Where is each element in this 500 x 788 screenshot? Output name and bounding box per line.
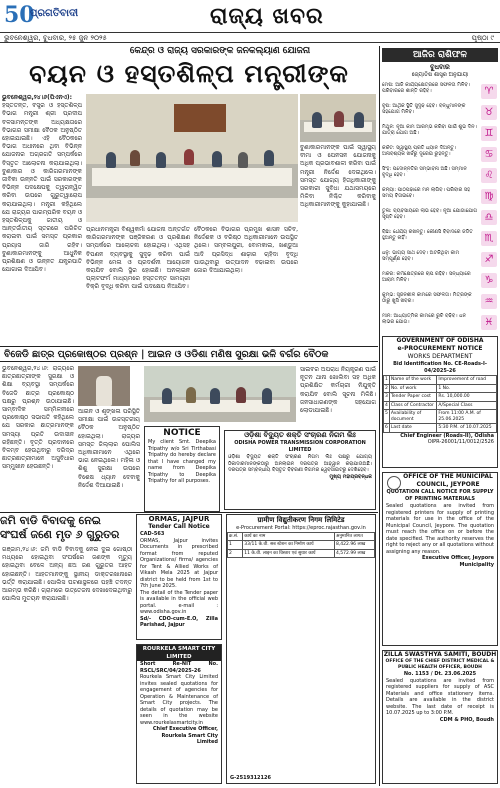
table-cell: No. of work [389,384,437,393]
zodiac-sign-icon: ♏ [481,231,497,246]
horoscope-item [382,292,498,311]
jeypore-notice [382,472,498,646]
zodiac-sign-icon: ♑ [481,273,497,288]
horoscope-day: ବୁଧବାର [430,63,450,71]
table-cell: From 11:00 A.M. of 25.06.2025 [437,410,497,424]
newspaper-logo[interactable] [4,2,102,30]
main-story-col-4 [300,144,376,344]
second-headline: ବିଜେଡି ଛାତ୍ର ପ୍ରକୋଷ୍ଠର ପ୍ରଶ୍ନ | ଆଇନ ଓ ଓଡିଶା ମଣିଷ ସୁରକ୍ଷା ଭଳି ବର୍ଗର ବୈଠକ [0,346,378,362]
table-cell: 8,422.96 लाख [335,541,375,550]
notice-title: NOTICE [163,428,201,438]
section-rule [0,512,378,513]
main-body-1: ହସ୍ତତନ୍ତ, ବସ୍ତ୍ର ଓ ହସ୍ତଶିଳ୍ପ ବିଭାଗ ମନ୍ତ୍ରୀ ଶ୍ରୀ ପ୍ରଦୀପ ବଳସାମନ୍ତଙ୍କ ଅଧ୍ୟକ୍ଷତାରେ ବିଭାଗର ସମୀକ୍ଷା ବୈଠକ ଅନୁଷ୍ଠିତ ହୋଇଯାଇଛି। ଏହି ବୈଠକରେ ବିଭାଗ ଅଧୀନରେ ଥିବା ବିଭିନ୍ନ ଯୋଜନାର ଅଗ୍ରଗତି ସମ୍ପର୍କରେ ବିସ୍ତୃତ ଆଲୋଚନା କରାଯାଇଥିଲା। ବୁଣାକାର ଓ କାରିଗରମାନଙ୍କ ଜୀବିକା ଉନ୍ନତି ପାଇଁ ସରକାରଙ୍କ ବିଭିନ୍ନ ପଦକ୍ଷେପକୁ ତ୍ୱରାନ୍ୱିତ କରିବା ଉପରେ ଗୁରୁତ୍ୱାରୋପ କରାଯାଇଥିଲା। ମନ୍ତ୍ରୀ କହିଥିଲେ ଯେ ରାଜ୍ୟର ପାରମ୍ପରିକ ବୟନ ଓ ହସ୍ତଶିଳ୍ପକୁ ଜାତୀୟ ଓ ଆନ୍ତର୍ଜାତୀୟ ସ୍ତରରେ ପରିଚିତ କରାଇବା ପାଇଁ ସମସ୍ତ ପ୍ରକାର ପ୍ରୟାସ ଜାରି ରହିବ। ବୁଣାକାରମାନଙ୍କୁ ଆଧୁନିକ ପ୍ରଶିକ୍ଷଣ ଓ ଉନ୍ନତ ଯନ୍ତ୍ରପାତି ଯୋଗାଇ ଦିଆଯିବ। [2,102,82,274]
horoscope-item [382,145,498,164]
horoscope-item [382,166,498,185]
horoscope-item [382,229,498,248]
ormas-ref: CAD-563 [140,531,165,537]
table-cell: Rs. 10,000.00 [437,393,497,402]
horoscope-text: ମକର: କର୍ମକ୍ଷେତ୍ରରେ ଚାପ ରହିବ। ସନ୍ଧ୍ୟାରେ ଆରାମ ମିଳିବ। [382,271,471,284]
politician-photo [78,366,130,406]
government-notice [382,336,498,468]
horoscope-item [382,103,498,122]
table-row [384,401,497,410]
table-row [228,541,375,550]
gov-sub: e-PROCUREMENT NOTICE [397,345,483,352]
main-story-col-3 [194,226,298,344]
ormas-sign: Sd/- CDO-cum-E.O, Zilla Parishad, Jajpur [140,615,218,628]
ormas-notice [136,514,222,640]
table-cell: Class of Contractor [389,401,437,410]
table-cell: 1 [385,377,388,382]
hindi-sub: e-Procurement Portal: https://eproc.rajasthan.gov.in [236,525,366,531]
horoscope-text: ସିଂହ: ପଦୋନ୍ନତିର ସମ୍ଭାବନା ଅଛି। ସମ୍ମାନ ବୃଦ୍ଧି ହେବ। [382,166,467,179]
gov-ref: Bid Identification No. CE-Roads-I-04/2025-26 [393,361,487,374]
table-cell: अनुमानित लागत [335,532,375,541]
jeypore-sign: Executive Officer, Jeypore Municipality [422,555,494,568]
table-row [384,424,497,433]
table-cell: A/Special Class [437,401,497,410]
police-meeting-photo [144,366,296,422]
jeypore-sub: QUOTATION CALL NOTICE FOR SUPPLY OF PRINTING MATERIALS [386,489,494,502]
emblem-icon [387,476,401,490]
zilla-body: Sealed quotations are invited from registered suppliers for supply of ASC Materials and office stationery items. Details are available in the district website. The last date of receipt is 10.07.2025 up to 3:00 P.M. [386,677,494,716]
horoscope-text: କୁମ୍ଭ: ସୃଜନଶୀଳ କାମରେ ସଫଳତା। ମିତ୍ରଙ୍କ ଠାରୁ ଖୁସି ଖବର। [382,292,472,305]
ormas-title: ORMAS, JAJPUR [148,515,210,523]
logo-name: ପ୍ରଗତିବାଦୀ [30,8,79,19]
table-cell: 4,572.99 लाख [335,549,375,558]
horoscope-text: ବିଛା: ଧୈର୍ଯ୍ୟ ରଖନ୍ତୁ। କୌଣସି ବିବାଦରେ ଜଡିତ ହୁଅନ୍ତୁ ନାହିଁ। [382,229,473,242]
horoscope-item [382,271,498,290]
zodiac-sign-icon: ♉ [481,105,497,120]
zodiac-sign-icon: ♎ [481,210,497,225]
ormas-detail: The detail of the Tender paper is available in the official web portal. e-mail : www.odisha.gov.in [140,589,218,615]
horoscope-text: ମେଷ: ଆଜି କାର୍ଯ୍ୟକ୍ଷେତ୍ରରେ ସଫଳତା ମିଳିବ। ପରିବାରରେ ଶାନ୍ତି ରହିବ। [382,82,471,95]
hindi-tender-notice [226,514,376,784]
zilla-ref: No. 1153 / Dt. 23.06.2025 [403,671,477,677]
table-row [384,384,497,393]
horoscope-item [382,187,498,206]
second-body-1: ଭୁବନେଶ୍ୱର,୨୪।୬: ରାଜ୍ୟରେ ଛାତ୍ରଛାତ୍ରୀଙ୍କ ସୁରକ୍ଷା ଓ ଶିକ୍ଷା ବ୍ୟବସ୍ଥା ସମ୍ପର୍କରେ ବିଜେଡି ଛାତ୍ର ପ୍ରକୋଷ୍ଠ ପକ୍ଷରୁ ପ୍ରଶ୍ନ ଉଠାଯାଇଛି। ସାମ୍ବାଦିକ ସମ୍ମିଳନୀରେ ପ୍ରକୋଷ୍ଠ ସଭାପତି କହିଥିଲେ ଯେ ସରକାର ଛାତ୍ରମାନଙ୍କ ସମସ୍ୟା ପ୍ରତି ଉଦାସୀନ ରହିଛନ୍ତି। ବୃତ୍ତି ପ୍ରଦାନରେ ବିଳମ୍ବ ହେଉଥିବାରୁ ଦରିଦ୍ର ଛାତ୍ରଛାତ୍ରୀମାନେ ଅସୁବିଧାର ସମ୍ମୁଖୀନ ହେଉଛନ୍ତି। [2,365,74,471]
horoscope-title: ଆଜିର ରାଶିଫଳ [382,48,498,62]
masthead [0,0,500,44]
table-cell: Name of the work [389,376,437,385]
optcl-notice [224,430,376,510]
gov-sub2: WORKS DEPARTMENT [407,353,473,360]
rourkela-sign: Chief Executive Officer, Rourkela Smart City Limited [152,726,218,745]
zodiac-sign-icon: ♐ [481,252,497,267]
table-cell: 6 [385,425,388,430]
second-body-3: ସାଇବର ଅପରାଧ ନିୟନ୍ତ୍ରଣ ପାଇଁ ନୂତନ ଥାନା ଖୋଲିବା ସହ ଅଧିକ ପ୍ରଶିକ୍ଷିତ କର୍ମଚାରୀ ନିଯୁକ୍ତି କରାଯିବ ବୋଲି ସୂଚନା ମିଳିଛି। ଜନସାଧାରଣଙ୍କ ସହଯୋଗ ଲୋଡାଯାଇଛି। [300,366,376,415]
jeypore-title: OFFICE OF THE MUNICIPAL COUNCIL, JEYPORE [403,473,493,488]
rourkela-ref: Short Re-NIT No. RSCL/SRC/04/2025-26 [140,661,218,674]
zodiac-sign-icon: ♋ [481,147,497,162]
table-cell: 3 [385,394,388,399]
optcl-sign: ମୁଖ୍ୟ ମହାପ୍ରବନ୍ଧକ [329,473,372,480]
ormas-sub: Tender Call Notice [148,523,210,530]
zodiac-sign-icon: ♊ [481,126,497,141]
table-cell: 5:30 P.M. of 10.07.2025 [437,424,497,433]
third-headline: ଜମି ବାଡି ବିବାଦକୁ ନେଇ ସଂଘର୍ଷ ଜଣେ ମୃତ ୬ ଗୁରୁତର [0,514,120,541]
horoscope-text: ମୀନ: ଆଧ୍ୟାତ୍ମିକ କାମରେ ରୁଚି ବଢିବ। ଧନ ଲାଭର ଯୋଗ। [382,313,466,326]
table-cell: Tender Paper cost [389,393,437,402]
main-kicker: କେନ୍ଦ୍ର ଓ ରାଜ୍ୟ ସରକାରଙ୍କ ଜନକଲ୍ୟାଣ ଯୋଜନା [129,46,311,56]
notice-body: My client Smt. Deepika Tripathy w/o Sri Tirthabasi Tripathy do hereby declare that I have changed my name from Deepika Tripathy to Deepika Tripathy for all purposes. [148,439,216,484]
zodiac-sign-icon: ♒ [481,294,497,309]
second-story-col-2 [78,408,140,488]
horoscope-text: କର୍କଟ: ସ୍ୱାସ୍ଥ୍ୟ ପ୍ରତି ଧ୍ୟାନ ଦିଅନ୍ତୁ। ଅନାବଶ୍ୟକ ଖର୍ଚ୍ଚରୁ ଦୂରେଇ ରୁହନ୍ତୁ। [382,145,457,158]
gov-title: GOVERNMENT OF ODISHA [396,337,484,344]
table-row [384,393,497,402]
main-body-4: ବୁଣାକାରମାନଙ୍କ ପାଇଁ ସ୍ୱାସ୍ଥ୍ୟ ବୀମା ଓ ପେନସନ ଯୋଜନାକୁ ଅଧିକ ପ୍ରଭାବଶାଳୀ କରିବା ପାଇଁ ମନ୍ତ୍ରୀ ନିର୍ଦ୍ଦେଶ ଦେଇଥିଲେ। ସମସ୍ତ ଯୋଗ୍ୟ ହିତାଧିକାରୀଙ୍କୁ ସରକାରୀ ସୁବିଧା ଯଥାସମୟରେ ମିଳିବା ନିଶ୍ଚିତ କରିବାକୁ ଅଧିକାରୀମାନଙ୍କୁ କୁହାଯାଇଛି। [300,144,376,209]
third-body: ଗଞ୍ଜାମ,୨୪।୬: ଜମି ବାଡି ବିବାଦକୁ ନେଇ ଦୁଇ ଗୋଷ୍ଠୀ ମଧ୍ୟରେ ହୋଇଥିବା ସଂଘର୍ଷରେ ଜଣଙ୍କ ମୃତ୍ୟୁ ହୋଇଥିବା ବେଳେ ଅନ୍ୟ ଛଅ ଜଣ ଗୁରୁତର ଆହତ ହୋଇଛନ୍ତି। ଆହତମାନଙ୍କୁ ସ୍ଥାନୀୟ ଡାକ୍ତରଖାନାରେ ଭର୍ତ୍ତି କରାଯାଇଛି। ପୋଲିସ ଘଟଣାସ୍ଥଳରେ ପହଞ୍ଚି ତଦନ୍ତ ଆରମ୍ଭ କରିଛି। ଗ୍ରାମରେ ଉତ୍ତେଜନା ଦେଖାଦେଇଥିବାରୁ ପୋଲିସ ମୁତୟନ କରାଯାଇଛି। [2,546,132,603]
horoscope-text: ତୁଳା: ବ୍ୟବସାୟରେ ଲାଭ ହେବ। ନୂଆ ଯୋଗାଯୋଗ ସୃଷ୍ଟି ହେବ। [382,208,478,221]
horoscope-text: ଧନୁ: ଭାଗ୍ୟ ସାଥ ଦେବ। ଅଟକିଥିବା କାମ ସମ୍ପୂର୍ଣ୍ଣ ହେବ। [382,250,460,263]
rourkela-title: ROURKELA SMART CITY LIMITED [137,645,221,661]
table-row [228,532,375,541]
horoscope-text: ବୃଷ: ଆର୍ଥିକ ସ୍ଥିତି ସୁଦୃଢ ହେବ। ବନ୍ଧୁମାନଙ୍କ ସହଯୋଗ ମିଳିବ। [382,103,466,116]
date-line: ଭୁବନେଶ୍ୱର, ବୁଧବାର, ୨୫ ଜୁନ ୨୦୨୫ [4,34,107,42]
table-cell: 1 No. [437,384,497,393]
zodiac-sign-icon: ♈ [481,84,497,99]
main-body-3: ବୈଠକରେ ବିଭାଗର ପ୍ରମୁଖ ଶାସନ ସଚିବ, ନିର୍ଦ୍ଦେଶକ ଓ ବରିଷ୍ଠ ଅଧିକାରୀମାନେ ଉପସ୍ଥିତ ଥିଲେ। ସମ୍ବଲପୁରୀ, ବୋମକାଇ, ଖଣ୍ଡୁଆ ଆଦି ପ୍ରସିଦ୍ଧ ଶାଢ଼ୀର ଚାହିଦା ବୃଦ୍ଧି ପାଉଥିବାରୁ ଉତ୍ପାଦନ ବଢାଇବା ଉପରେ ଜୋର ଦିଆଯାଇଥିଲା। [194,226,298,275]
table-cell: क्र.सं. [228,532,243,541]
zilla-sub: OFFICE OF THE CHIEF DISTRICT MEDICAL & PUBLIC HEALTH OFFICER, BOUDH [385,659,495,670]
table-cell: 1 [228,541,243,550]
main-headline: ବୟନ ଓ ହସ୍ତଶିଳ୍ପ ମନ୍ତ୍ରୀଙ୍କ [29,59,349,88]
gov-oipr: OIPR-26001/11/0012/2526 [427,439,494,445]
horoscope-item [382,82,498,101]
rourkela-body: Rourkela Smart City Limited invites sealed quotations for engagement of agencies for Operation & Maintenance of Smart City projects. The details of quotation may be seen in the website www.rourkelasmartcity.in [140,674,218,726]
table-cell: 4 [385,402,388,408]
horoscope-note: ଜ୍ୟୋତିଷ ଶାସ୍ତ୍ର ଅନୁଯାୟୀ [411,72,469,78]
horoscope-text: ମିଥୁନ: ନୂଆ କାମ ଆରମ୍ଭ କରିବା ପାଇଁ ଶୁଭ ଦିନ। ଯାତ୍ରା ଯୋଗ ଅଛି। [382,124,477,137]
meeting-photo [86,94,298,222]
rourkela-notice [136,644,222,784]
horoscope-text: କନ୍ୟା: ପାଠପଢାରେ ମନ ଲାଗିବ। ପରିବାର ସହ ସମୟ ବିତାଇବେ। [382,187,471,200]
section-title: ରାଜ୍ୟ ଖବର [210,4,324,29]
table-cell: कार्य का नाम [243,532,335,541]
main-story-col-2 [86,226,190,344]
optcl-title: ଓଡ଼ିଶା ବିଦ୍ୟୁତ ଶକ୍ତି ସଂଚାରଣ ନିଗମ ଲିଃ [244,431,356,439]
meeting-photo-inset [300,94,376,142]
optcl-title-en: ODISHA POWER TRANSMISSION CORPORATION LIMITED [234,440,366,453]
main-story-col-1 [2,94,82,344]
ormas-body: ORMAS, Jajpur invites Documents in prescribed format from reputed Organizations/ firms/ agencies for Tent & Allied Works of Vikash Mela 2025 at Jajpur district to be held from 1st to 7th June 2025. [140,537,218,589]
zilla-notice [382,650,498,784]
name-change-notice [144,426,220,512]
zodiac-sign-icon: ♍ [481,189,497,204]
table-row [228,549,375,558]
horoscope-item [382,250,498,269]
zodiac-sign-icon: ♌ [481,168,497,183]
zilla-sign: CDM & PHO, Boudh [439,716,494,723]
table-cell: 2 [228,549,243,558]
optcl-body: ଓଡ଼ିଶା ବିଦ୍ୟୁତ ଶକ୍ତି ସଂଚାରଣ ନିଗମ ଲିଃ ପକ୍ଷରୁ ଯୋଗ୍ୟ ଠିକାଦାରମାନଙ୍କଠାରୁ ଅନଲାଇନ ଦରପତ୍ର ଆହ୍ୱାନ କରାଯାଉଅଛି। ଦରପତ୍ର ସମ୍ବନ୍ଧୀୟ ବିସ୍ତୃତ ବିବରଣୀ ନିଗମର ୱେବସାଇଟରୁ ଦେଖିହେବ। [228,454,372,473]
zodiac-sign-icon: ♓ [481,315,497,330]
horoscope-item [382,124,498,143]
table-cell: 33/11 के.वी. सब स्टेशन का निर्माण कार्य [243,541,335,550]
horoscope-item [382,208,498,227]
gov-table [383,375,497,433]
table-cell: Improvement of road [437,376,497,385]
page-number: ପୃଷ୍ଠା ୯ [471,34,494,42]
main-body-2: ପ୍ରଧାନମନ୍ତ୍ରୀ ବିଶ୍ୱକର୍ମା ଯୋଜନା ଅନ୍ତର୍ଗତ କାରିଗରମାନଙ୍କ ପଞ୍ଜିକରଣ ଓ ପ୍ରଶିକ୍ଷଣ ସମ୍ପର୍କରେ ଆଲୋଚନା ହୋଇଥିଲା। ଏଥିସହ ବିପଣନ ବ୍ୟବସ୍ଥାକୁ ସୁଦୃଢ କରିବା ପାଇଁ ବିଭିନ୍ନ ମେଳା ଓ ପ୍ରଦର୍ଶନୀ ଆୟୋଜନ କରାଯିବ ବୋଲି ସ୍ଥିର ହୋଇଛି। ଅନଲାଇନ ପ୍ଲାଟଫର୍ମ ମାଧ୍ୟମରେ ହସ୍ତତନ୍ତ ସାମଗ୍ରୀ ବିକ୍ରି ବୃଦ୍ଧି କରିବା ପାଇଁ ପଦକ୍ଷେପ ନିଆଯିବ। [86,226,190,291]
column-rule [379,46,380,786]
hindi-ref: G-2519312126 [230,774,271,781]
main-dateline: ଭୁବନେଶ୍ୱର,୨୪।୬(ପିଏନଏ): [2,94,73,101]
third-story [2,546,132,784]
table-cell: Last date [389,424,437,433]
hindi-table [227,532,375,559]
zilla-title: ZILLA SWASTHYA SAMITI, BOUDH [383,651,497,658]
table-row [384,376,497,385]
table-cell: 11 के.वी. लाइन का विस्तार एवं सुधार कार्य [243,549,335,558]
table-row [384,410,497,424]
jeypore-body: Sealed quotations are invited from registered printers for supply of printing materials for use in the office of the Municipal Council, Jeypore. The quotation must reach the office on or before the date specified. The authority reserves the right to reject any or all quotations without assigning any reason. [386,503,494,555]
hindi-title: ग्रामीण विद्युतीकरण निगम लिमिटेड [257,516,345,524]
horoscope-item [382,313,498,332]
table-cell: 5 [384,410,390,424]
table-cell: Availability of document [389,410,437,424]
second-body-2: ଆଇନ ଓ ଶୃଙ୍ଖଳା ପରିସ୍ଥିତି ସମୀକ୍ଷା ପାଇଁ ଉଚ୍ଚସ୍ତରୀୟ ବୈଠକ ଅନୁଷ୍ଠିତ ହୋଇଥିଲା। ରାଜ୍ୟର ସମସ୍ତ ଜିଲ୍ଲାର ପୋଲିସ ଅଧିକାରୀମାନେ ଏଥିରେ ଭାଗ ନେଇଥିଲେ। ମହିଳା ଓ ଶିଶୁ ସୁରକ୍ଷା ଉପରେ ବିଶେଷ ଧ୍ୟାନ ଦେବାକୁ ନିର୍ଦ୍ଦେଶ ଦିଆଯାଇଛି। [78,408,140,488]
gov-sign: Chief Engineer (Roads-II), Odisha [400,432,494,439]
date-bar [0,32,500,43]
table-cell: 2 [385,385,388,391]
logo-number: 50 [4,2,35,28]
